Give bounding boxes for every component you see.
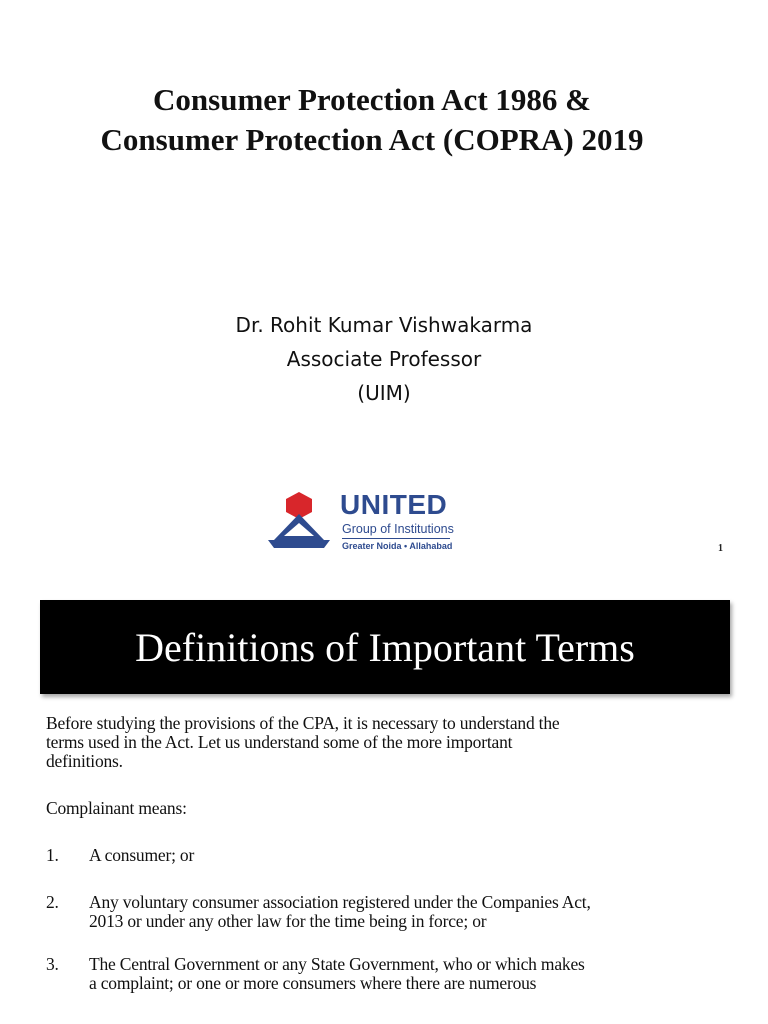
slide-2	[0, 580, 768, 1024]
author-position: Associate Professor	[286, 347, 482, 371]
slide-body	[46, 714, 736, 993]
intro-paragraph	[46, 714, 736, 771]
logo-locations: Greater Noida • Allahabad	[342, 541, 453, 551]
list-item	[46, 846, 736, 865]
list-item-number: 1.	[46, 845, 59, 865]
logo-divider	[342, 538, 450, 539]
united-emblem-icon	[266, 490, 332, 550]
intro-line: terms used in the Act. Let us understand some of the more important	[46, 732, 513, 752]
logo-name: UNITED	[340, 489, 448, 520]
list-item-line: A consumer; or	[89, 845, 195, 865]
slide-heading: Definitions of Important Terms	[135, 624, 635, 670]
list-item-line: a complaint; or one or more consumers where there are numerous	[89, 973, 537, 993]
heading-banner	[40, 600, 730, 694]
list-item-line: The Central Government or any State Government, who or which makes	[89, 954, 585, 974]
list-item-line: 2013 or under any other law for the time being in force; or	[89, 911, 487, 931]
author-block	[0, 308, 768, 410]
united-logo	[266, 490, 462, 554]
list-item	[46, 955, 736, 993]
title-line-2: Consumer Protection Act (COPRA) 2019	[100, 122, 644, 157]
author-name: Dr. Rohit Kumar Vishwakarma	[235, 313, 533, 337]
page-number: 1	[718, 543, 723, 554]
slide-title	[0, 80, 744, 160]
list-item-line: Any voluntary consumer association registered under the Companies Act,	[89, 892, 591, 912]
list-item-number: 3.	[46, 954, 59, 974]
author-institution: (UIM)	[357, 381, 411, 405]
logo-subtitle: Group of Institutions	[342, 522, 454, 536]
intro-line: Before studying the provisions of the CPA, it is necessary to understand the	[46, 713, 560, 733]
complainant-label: Complainant means:	[46, 798, 187, 818]
intro-line: definitions.	[46, 751, 123, 771]
list-item-number: 2.	[46, 892, 59, 912]
list-item	[46, 893, 736, 931]
title-line-1: Consumer Protection Act 1986 &	[153, 82, 591, 117]
